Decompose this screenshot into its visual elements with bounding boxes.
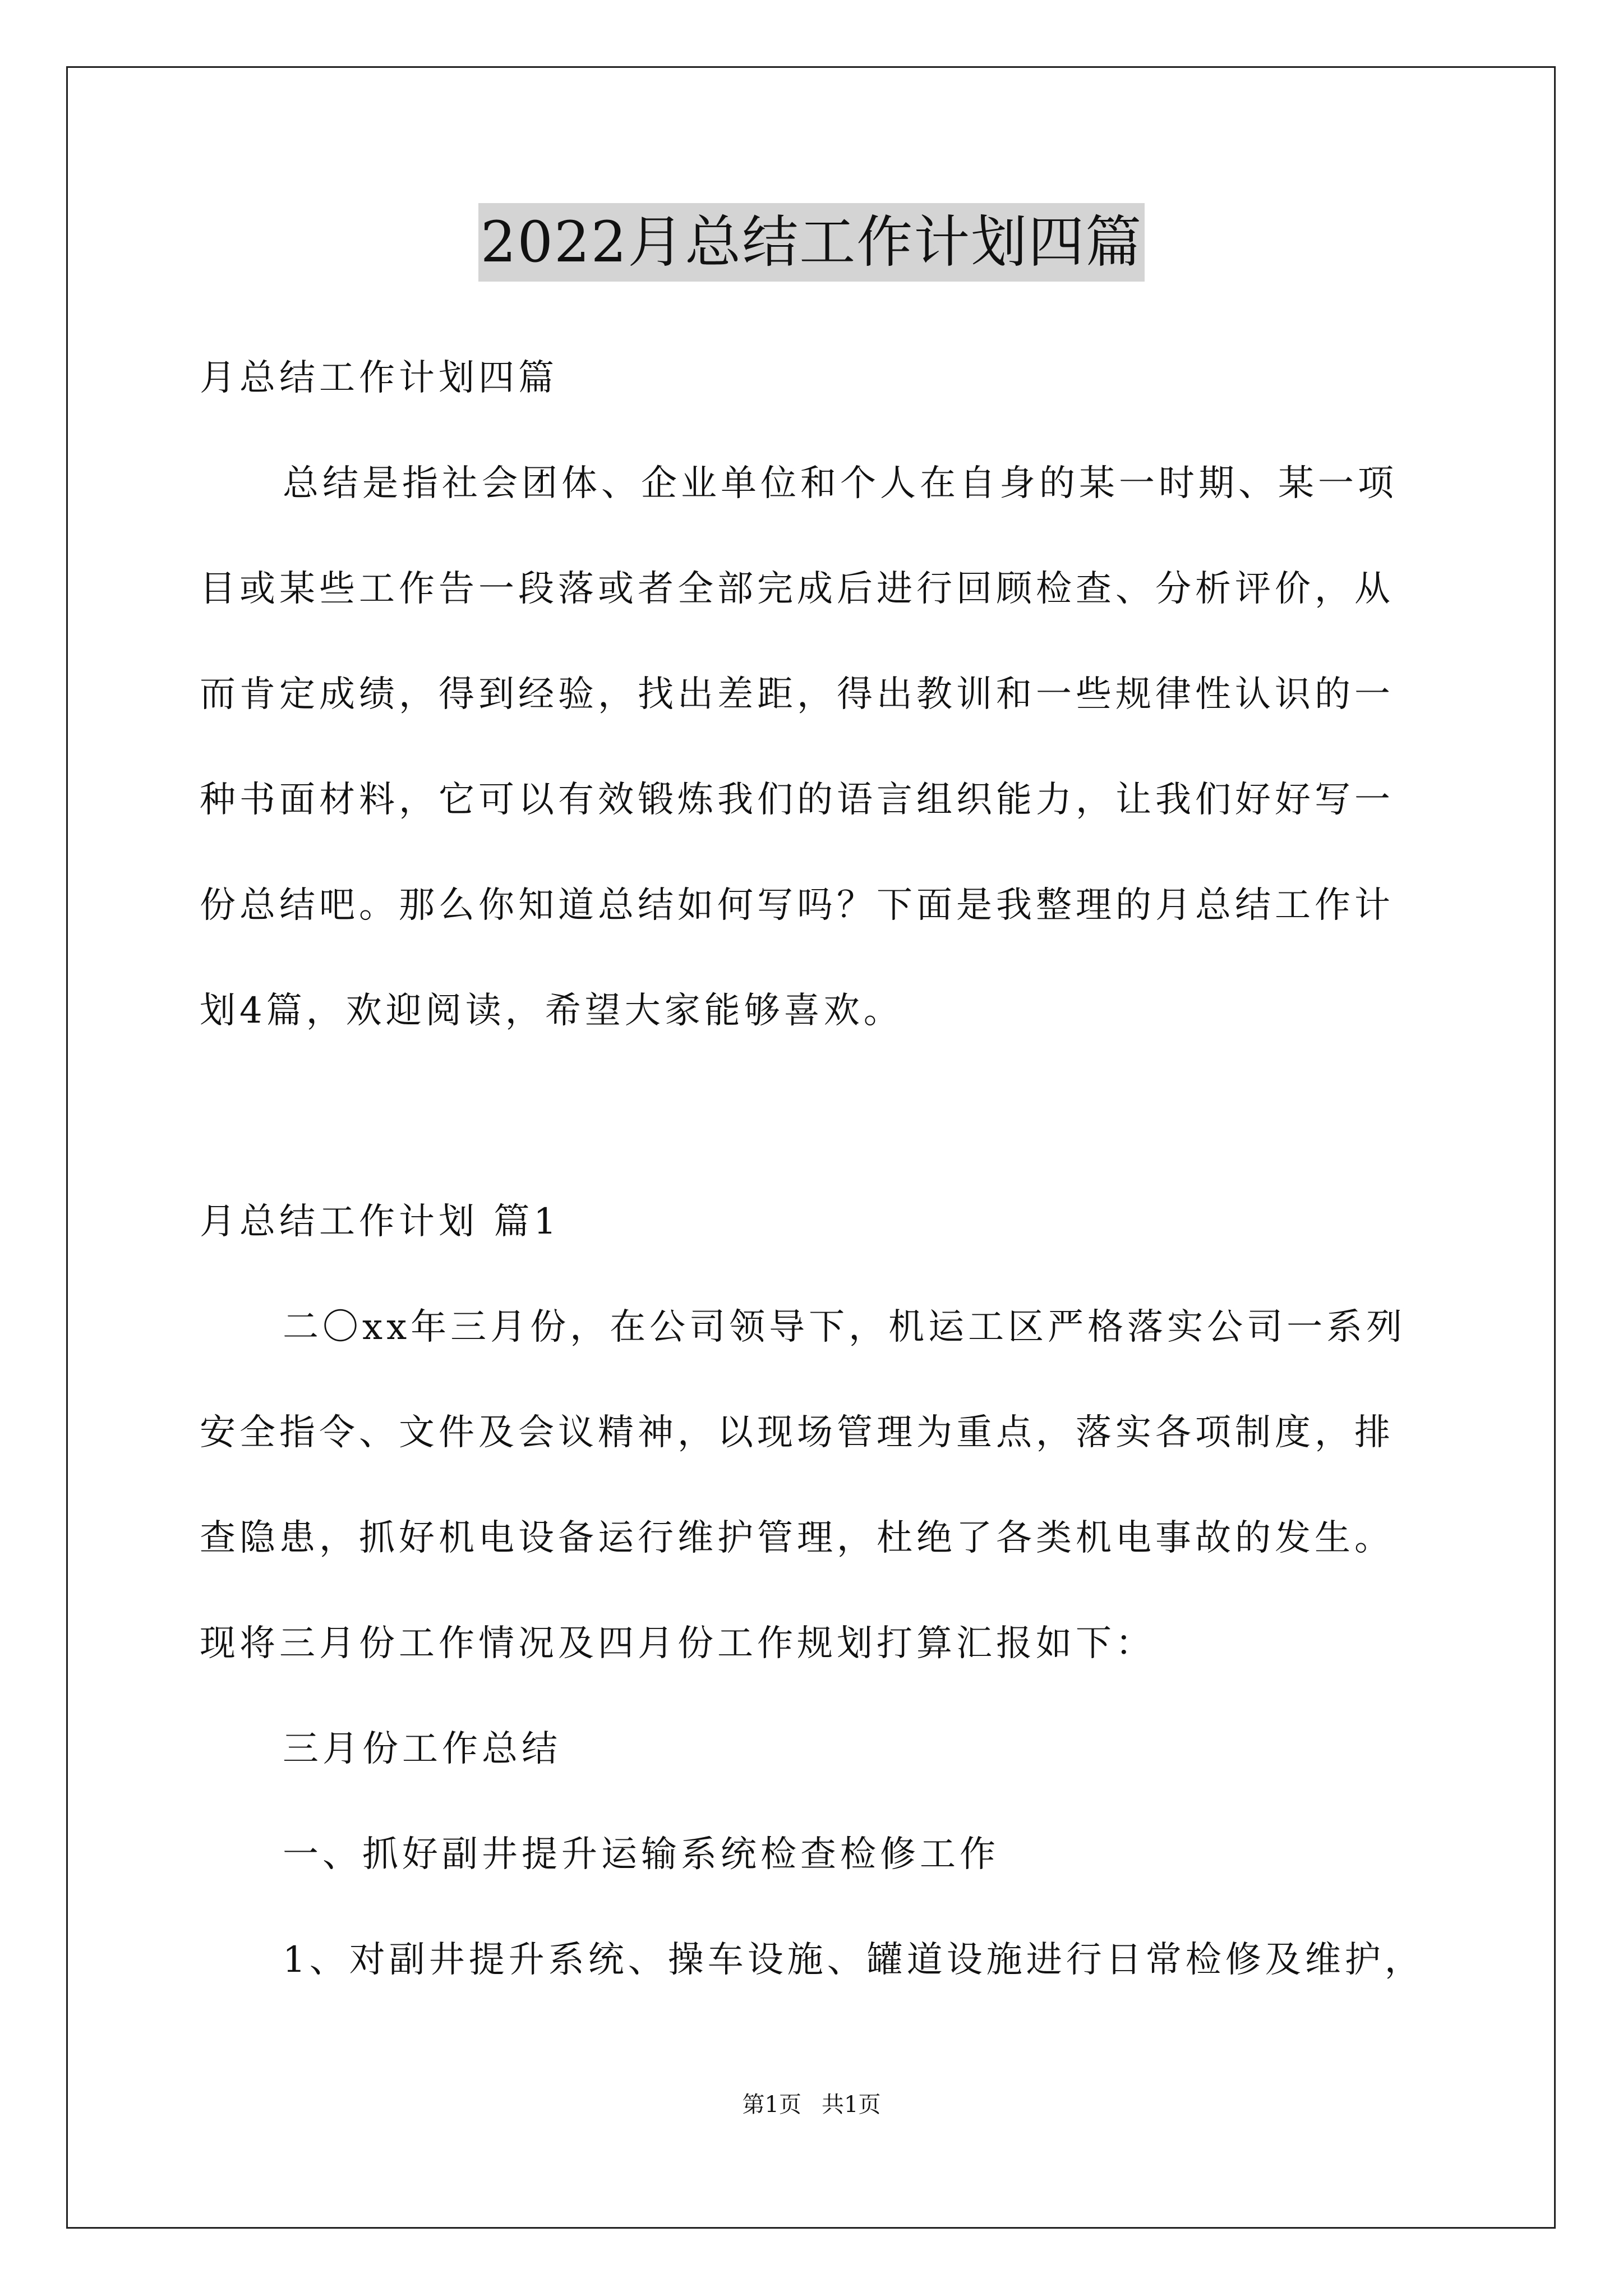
document-title: 2022月总结工作计划四篇 [478, 203, 1145, 282]
text-line: 目或某些工作告一段落或者全部完成后进行回顾检查、分析评价，从 [200, 568, 1394, 610]
document-body [200, 325, 1433, 2013]
text-line: 现将三月份工作情况及四月份工作规划打算汇报如下： [200, 1623, 1155, 1664]
title-container [0, 203, 1623, 282]
text-line: 总结是指社会团体、企业单位和个人在自身的某一时期、某一项 [283, 463, 1398, 504]
blank-line [200, 1064, 1433, 1169]
text-line: 月总结工作计划 篇1 [200, 1201, 561, 1243]
text-line: 二〇xx年三月份，在公司领导下，机运工区严格落实公司一系列 [283, 1306, 1407, 1348]
page-footer [0, 2088, 1623, 2122]
text-line: 而肯定成绩，得到经验，找出差距，得出教训和一些规律性认识的一 [200, 674, 1394, 715]
text-line: 查隐患，抓好机电设备运行维护管理，杜绝了各类机电事故的发生。 [200, 1517, 1394, 1559]
text-line: 份总结吧。那么你知道总结如何写吗？下面是我整理的月总结工作计 [200, 885, 1394, 926]
text-line: 一、抓好副井提升运输系统检查检修工作 [283, 1834, 999, 1875]
text-line: 安全指令、文件及会议精神，以现场管理为重点，落实各项制度，排 [200, 1412, 1394, 1453]
text-line: 月总结工作计划四篇 [200, 357, 558, 399]
page-number-total: 共1页 [822, 2092, 881, 2118]
text-line: 种书面材料，它可以有效锻炼我们的语言组织能力，让我们好好写一 [200, 779, 1394, 821]
text-line: 1、对副井提升系统、操车设施、罐道设施进行日常检修及维护， [283, 1939, 1424, 1981]
page-number-current: 第1页 [742, 2092, 801, 2118]
text-line: 划4篇，欢迎阅读，希望大家能够喜欢。 [200, 990, 903, 1032]
text-line: 三月份工作总结 [283, 1728, 561, 1770]
